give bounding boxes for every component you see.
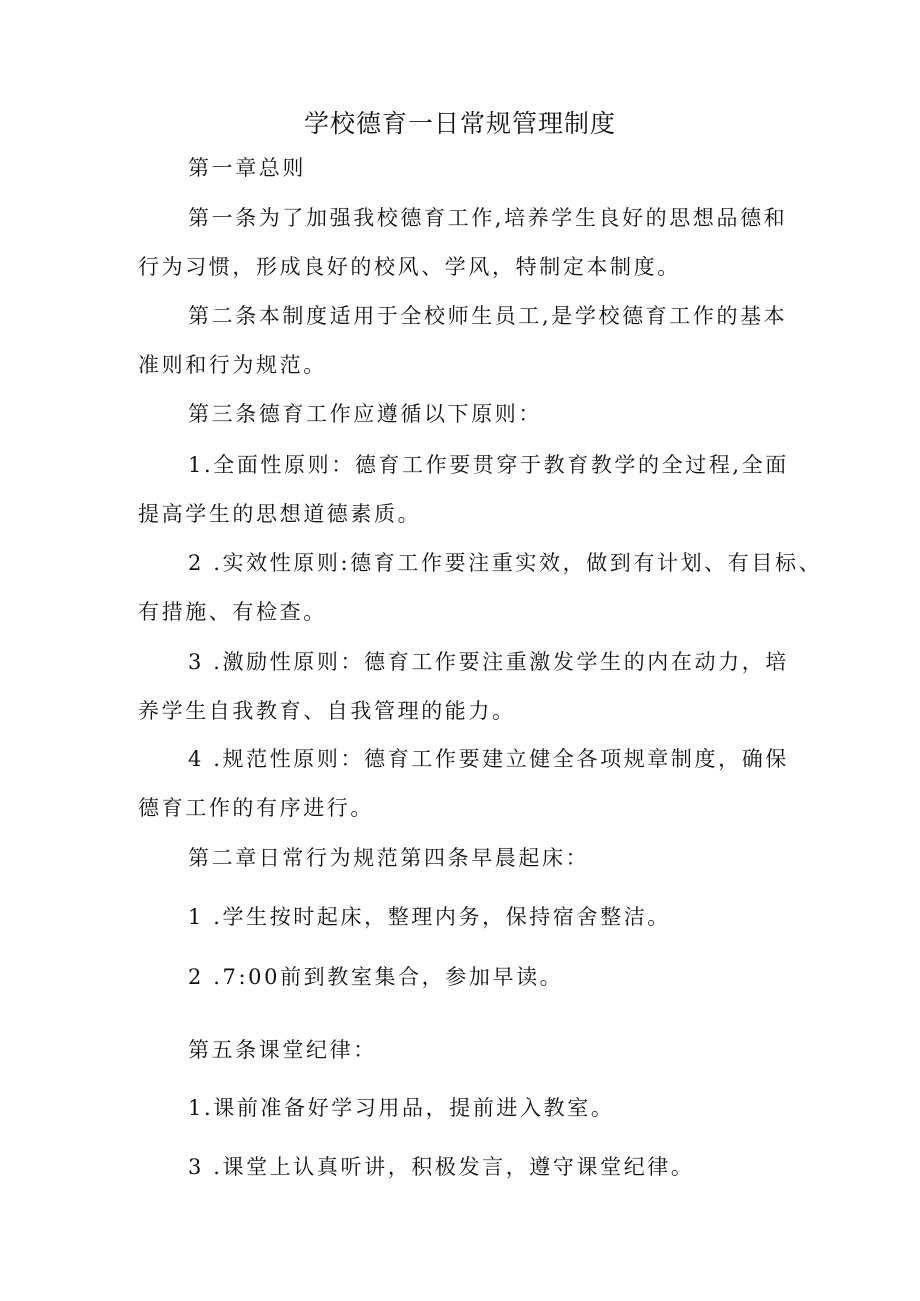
article-2	[138, 292, 788, 390]
principle-2	[138, 539, 823, 637]
principle-2-line-1: 2 .实效性原则:德育工作要注重实效，做到有计划、有目标、	[188, 551, 823, 575]
principle-3-line-1: 3 .激励性原则：德育工作要注重激发学生的内在动力，培	[188, 650, 789, 674]
principle-3-line-2: 养学生自我教育、自我管理的能力。	[138, 699, 516, 723]
principle-4-line-1: 4 .规范性原则：德育工作要建立健全各项规章制度，确保	[188, 747, 789, 771]
principle-1	[138, 441, 788, 539]
principle-4-line-2: 德育工作的有序进行。	[138, 796, 374, 820]
principle-1-line-1: 1.全面性原则：德育工作要贯穿于教育教学的全过程,全面	[188, 453, 789, 477]
article-1	[138, 194, 788, 292]
class-rule-1: 1.课前准备好学习用品，提前进入教室。	[188, 1096, 615, 1120]
article-2-line-2: 准则和行为规范。	[138, 353, 327, 377]
morning-rule-2: 2 .7:00前到教室集合，参加早读。	[188, 965, 564, 989]
class-rule-3: 3 .课堂上认真听讲，积极发言，遵守课堂纪律。	[188, 1155, 695, 1179]
article-1-line-2: 行为习惯，形成良好的校风、学风，特制定本制度。	[138, 255, 681, 279]
principle-3	[138, 638, 788, 736]
article-5: 第五条课堂纪律：	[188, 1038, 377, 1062]
article-3: 第三条德育工作应遵循以下原则：	[188, 402, 542, 426]
principle-4	[138, 735, 788, 833]
principle-2-line-2: 有措施、有检查。	[138, 600, 327, 624]
principle-1-line-2: 提高学生的思想道德素质。	[138, 502, 422, 526]
chapter-1-heading: 第一章总则	[188, 156, 306, 180]
article-1-line-1: 第一条为了加强我校德育工作,培养学生良好的思想品德和	[188, 206, 788, 230]
morning-rule-1: 1 .学生按时起床，整理内务，保持宿舍整洁。	[188, 905, 671, 929]
chapter-2-heading: 第二章日常行为规范第四条早晨起床：	[188, 846, 590, 870]
document-title: 学校德育一日常规管理制度	[303, 109, 616, 138]
article-2-line-1: 第二条本制度适用于全校师生员工,是学校德育工作的基本	[188, 304, 788, 328]
